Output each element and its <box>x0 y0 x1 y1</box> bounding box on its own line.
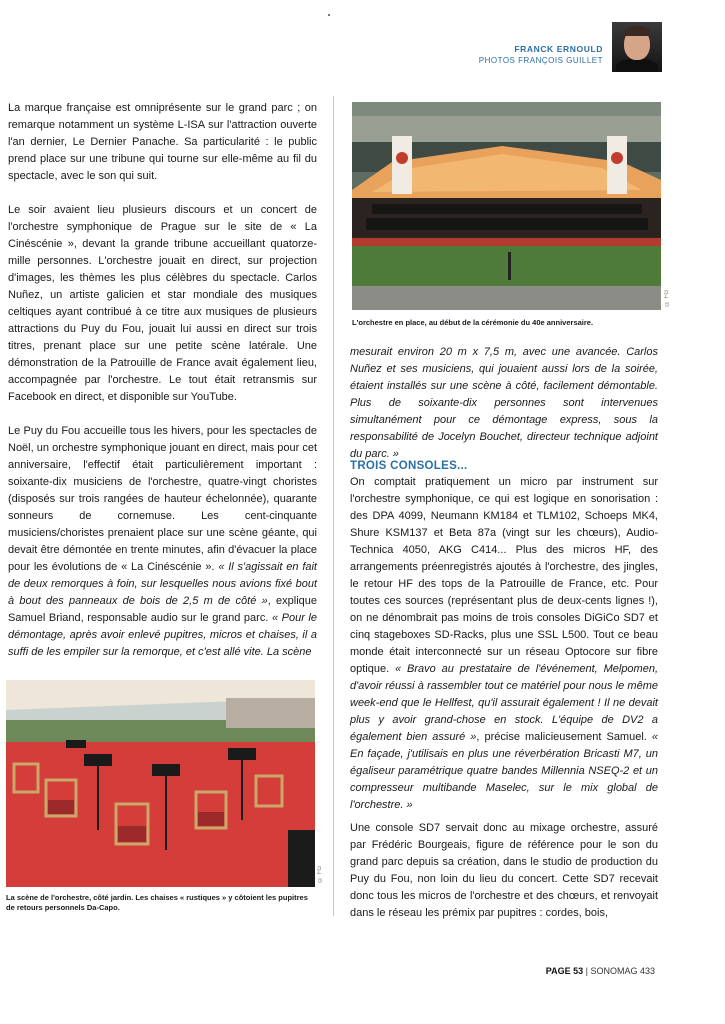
paragraph-text: On comptait pratiquement un micro par instrument sur l'orchestre symphonique, ce qui est logique en sonorisation : des DPA 4099, Neumann KM184 et TLM102, Schoeps MK4, Shure KSM137 et Beta 87a (vingt sur les chœurs), Audio-Technica 4050, AKG C414... Plus des micros HF, des arrangements préenregistrés ajoutés à l'orchestre, des jingles, le retour HF des tops de la Patrouille de France, etc. Pour toutes ces sources (représentant plus de deux-cents lignes !), on ne dénombrait pas moins de trois consoles DiGiCo SD7 et cinq stageboxes SD-Racks, plus une SSL L500. Tout ce beau monde était interconnecté sur un réseau Optocore sur fibre optique. <box>350 476 658 675</box>
section-heading: TROIS CONSOLES... <box>350 460 468 472</box>
right-column-intro <box>350 344 658 463</box>
byline <box>479 44 603 65</box>
author-portrait <box>612 22 662 72</box>
footer-separator: | <box>585 966 588 976</box>
portrait-hair <box>624 26 650 36</box>
page-number: PAGE 53 <box>545 966 584 976</box>
photo-caption: L'orchestre en place, au début de la cérémonie du 40e anniversaire. <box>352 318 594 327</box>
paragraph <box>8 423 317 661</box>
left-column <box>8 100 317 661</box>
photo-orchestra-stage <box>352 102 661 310</box>
scan-dot <box>328 14 330 16</box>
photo-caption: La scène de l'orchestre, côté jardin. Les chaises « rustiques » y côtoient les pupitres de retours personnels Da-Capo. <box>6 893 308 912</box>
quote: « Pour le démontage, après avoir enlevé pupitres, micros et chaises, il a suffi de les empiler sur la remorque, et c'est allé vite. La scène <box>8 612 317 658</box>
quote: « Il s'agissait en fait de deux remorques à foin, sur lesquelles nous avions fixé bout à bout des panneaux de bois de 2,5 m de côté » <box>8 561 317 607</box>
portrait-shirt <box>616 59 658 72</box>
author-name: FRANCK ERNOULD <box>514 44 603 54</box>
paragraph: Le soir avaient lieu plusieurs discours et un concert de l'orchestre symphonique de Prague sur le site de « La Cinéscénie », devant la grande tribune accueillant quatorze-mille personnes. L'orchestre jouait en direct, sur projection d'images, les thèmes les plus célèbres du spectacle. Carlos Nuñez, un artiste galicien et star mondiale des musiques celtiques ayant contribué à ce titre aux musiques de plusieurs attractions du Puy du Fou, jouait lui aussi en direct sur trois titres, prenant place sur une petite scène latérale. Une démonstration de la Patrouille de France avait également lieu, accompagnée par l'orchestre. Le tout était retransmis sur Facebook en direct, et disponible sur YouTube. <box>8 204 317 403</box>
page-footer <box>546 966 655 976</box>
paragraph-text: , explique Samuel Briand, responsable audio sur le grand parc. <box>8 595 317 624</box>
column-divider <box>333 96 334 916</box>
paragraph-text: , précise malicieusement Samuel. <box>476 731 652 743</box>
photo-credit: © FG <box>317 866 323 882</box>
magazine-issue: SONOMAG 433 <box>590 966 655 976</box>
photo-stage-chairs <box>6 680 315 887</box>
right-column-body <box>350 474 658 814</box>
quote: « Bravo au prestataire de l'événement, Melpomen, d'avoir réussi à rassembler tout ce matériel pour nous le même week-end que le Hellfest, qu'il assurait également ! Il ne devait plus y avoir grand-chose en stock. L'équipe de DV2 a également bien assuré » <box>350 663 659 743</box>
paragraph <box>350 474 658 814</box>
orchestra-stage-illustration <box>352 102 661 310</box>
quote: « En façade, j'utilisais en plus une réverbération Bricasti M7, un égaliseur paramétrique quatre bandes Millennia NSEQ-2 et un compresseur multibande Maselec, sur le mix global de l'orchestre. » <box>350 731 658 811</box>
quote: mesurait environ 20 m x 7,5 m, avec une avancée. Carlos Nuñez et ses musiciens, qui jouaient aussi lors de la soirée, étaient installés sur une scène à côté, facilement démontable. Plus de soixante-dix personnes sont intervenues simultanément pour ce démontage express, sous la responsabilité de Jocelyn Bouchet, directeur technique adjoint du parc. » <box>350 346 658 460</box>
right-column-end <box>350 820 658 922</box>
paragraph <box>350 344 658 463</box>
paragraph: Une console SD7 servait donc au mixage orchestre, assuré par Frédéric Bourgeais, figure de référence pour le son du grand parc depuis sa création, dans le studio de production du Puy du Fou, non loin du lieu du concert. Cette SD7 recevait donc tous les micros de l'orchestre et des chœurs, et renvoyait dans le réseau les prémix par pupitres : cordes, bois, <box>350 822 658 919</box>
paragraph-text: Le Puy du Fou accueille tous les hivers, pour les spectacles de Noël, un orchestre symphonique jouant en direct, mais pour cet anniversaire, l'effectif était particulièrement important : soixante-dix musiciens de l'orchestre, quatre-vingt choristes (disposés sur trois rangées de hauteur échelonnée), quarante sonneurs de cornemuse. Les cent-cinquante musiciens/choristes prenaient place sur une scène géante, qui devait être démontée en trente minutes, afin d'évacuer la place pour les évolutions de « La Cinéscénie ». <box>8 425 317 573</box>
paragraph: La marque française est omniprésente sur le grand parc ; on remarque notamment un système L-ISA sur l'attraction ouverte l'an dernier, Le Dernier Panache. Sa particularité : le public prend place sur une tribune qui tourne sur elle-même au fil du spectacle, avec le son qui suit. <box>8 102 317 182</box>
photo-credit: © FG <box>664 290 670 306</box>
stage-chairs-illustration <box>6 680 315 887</box>
photo-credit-line: PHOTOS FRANÇOIS GUILLET <box>478 56 603 65</box>
